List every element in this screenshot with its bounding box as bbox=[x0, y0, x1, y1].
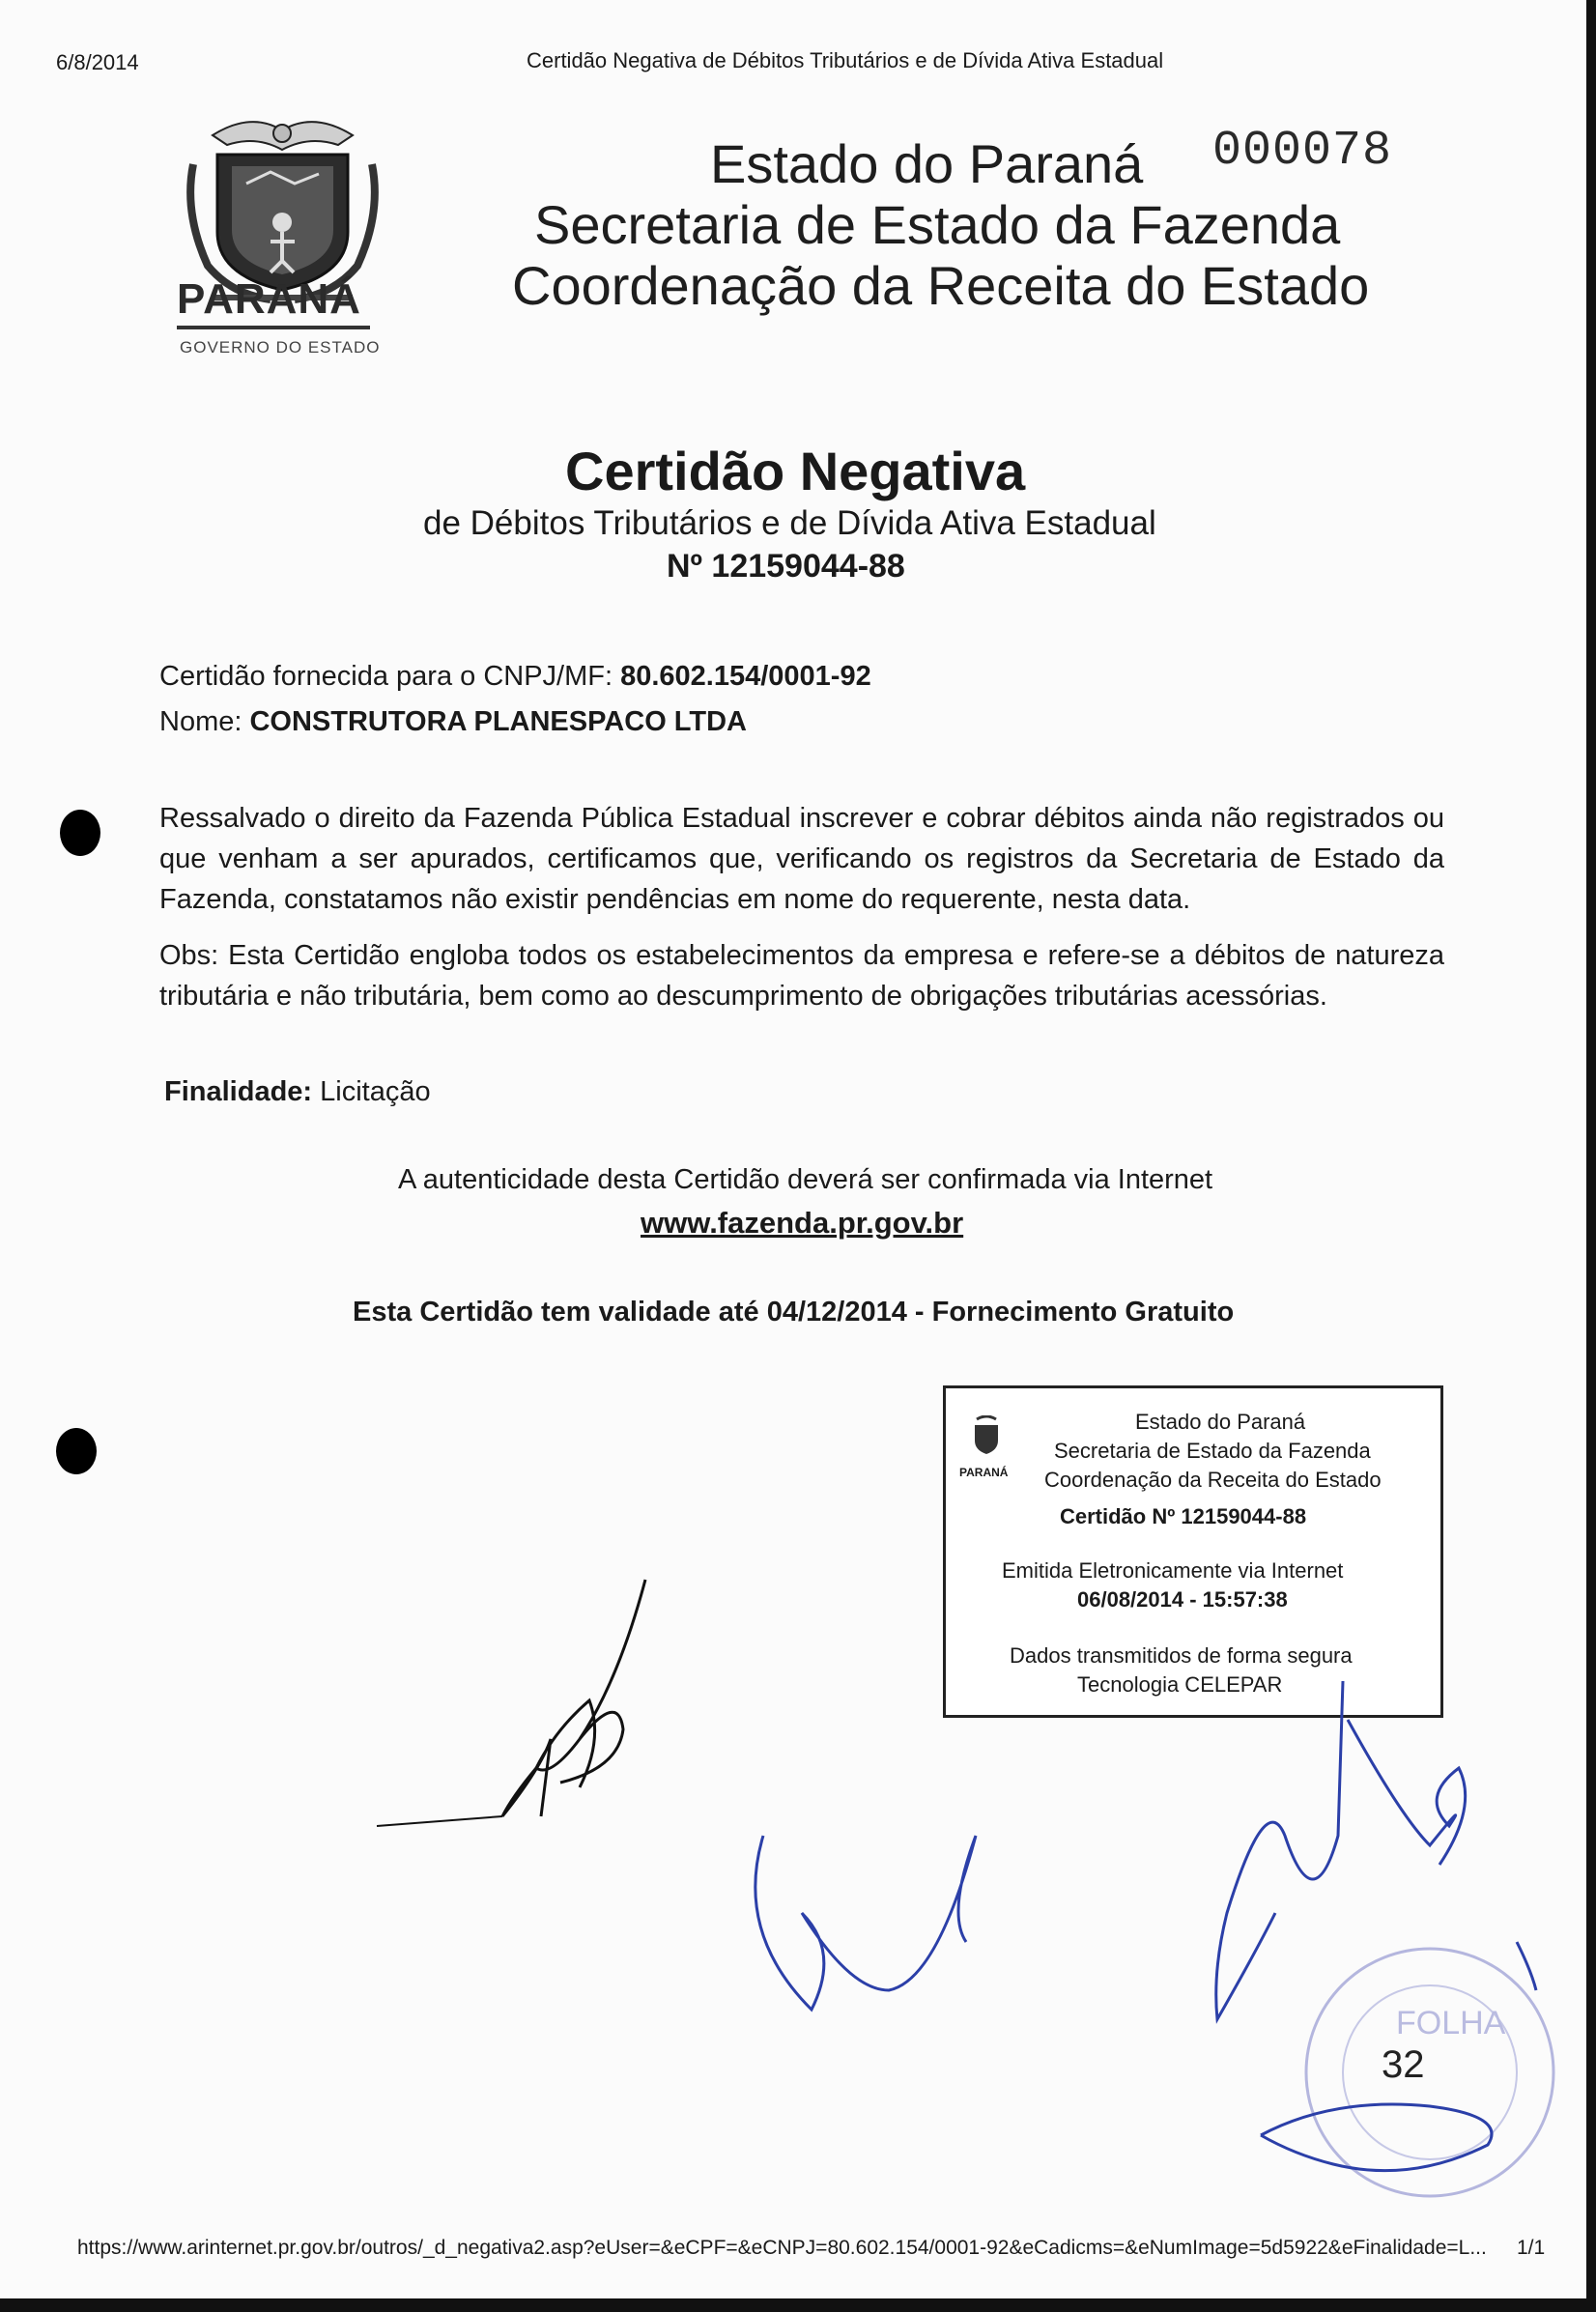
page-stamp-number: 32 bbox=[1382, 2043, 1425, 2086]
stamp-issued: Emitida Eletronicamente via Internet bbox=[1002, 1558, 1344, 1583]
signature-blue-3 bbox=[1261, 2104, 1492, 2171]
certificate-number: Nº 12159044-88 bbox=[667, 548, 905, 585]
scan-border-bottom bbox=[0, 2298, 1596, 2312]
heading-coordination: Coordenação da Receita do Estado bbox=[512, 255, 1370, 316]
crest-label: PARANÁ bbox=[177, 275, 361, 323]
signature-black bbox=[502, 1580, 645, 1816]
stamp-state: Estado do Paraná bbox=[1135, 1410, 1306, 1434]
heading-state: Estado do Paraná bbox=[710, 133, 1144, 194]
print-date: 6/8/2014 bbox=[56, 50, 139, 74]
declaration-paragraph: Ressalvado o direito da Fazenda Pública Estadual inscrever e cobrar débitos ainda não registrados ou que venham a ser apurados, certificamos que, verificando os registros da Secretaria de Estado da Fazenda, constatamos não existir pendências em nome do requerente, nesta data. bbox=[159, 803, 1444, 915]
page-stamp-text: FOLHA bbox=[1396, 2005, 1506, 2041]
cnpj-label: Certidão fornecida para o CNPJ/MF: bbox=[159, 661, 613, 692]
cnpj-value: 80.602.154/0001-92 bbox=[620, 661, 871, 692]
authenticity-text: A autenticidade desta Certidão deverá ser confirmada via Internet bbox=[398, 1164, 1213, 1195]
stamp-timestamp: 06/08/2014 - 15:57:38 bbox=[1077, 1587, 1288, 1612]
heading-secretariat: Secretaria de Estado da Fazenda bbox=[534, 194, 1341, 255]
observation-paragraph: Obs: Esta Certidão engloba todos os estabelecimentos da empresa e refere-se a débitos de natureza tributária e não tributária, bem como ao descumprimento de obrigações tributárias acessórias. bbox=[159, 940, 1444, 1012]
stamp-certificate-number: Certidão Nº 12159044-88 bbox=[1060, 1504, 1307, 1528]
crest-subtitle: GOVERNO DO ESTADO bbox=[180, 338, 381, 357]
purpose-value: Licitação bbox=[320, 1076, 431, 1107]
certificate-title: Certidão Negativa bbox=[565, 441, 1026, 501]
serial-number: 000078 bbox=[1212, 124, 1393, 179]
validity-text: Esta Certidão tem validade até 04/12/2014 - Fornecimento Gratuito bbox=[353, 1297, 1235, 1327]
scan-border-right bbox=[1586, 0, 1596, 2312]
stamp-secure: Dados transmitidos de forma segura bbox=[1010, 1643, 1353, 1668]
signature-black-tail bbox=[377, 1816, 502, 1826]
name-label: Nome: bbox=[159, 706, 242, 737]
stamp-technology: Tecnologia CELEPAR bbox=[1077, 1672, 1283, 1697]
signature-blue-2 bbox=[1216, 1681, 1466, 2019]
footer-url: https://www.arinternet.pr.gov.br/outros/_d_negativa2.asp?eUser=&eCPF=&eCNPJ=80.602.154/0001-92&eCadicms=&eNumImage=5d5922&eFinalidade=L... bbox=[77, 2237, 1487, 2259]
certificate-subtitle: de Débitos Tributários e de Dívida Ativa Estadual bbox=[423, 504, 1156, 542]
verification-link[interactable]: www.fazenda.pr.gov.br bbox=[641, 1206, 964, 1240]
print-title: Certidão Negativa de Débitos Tributários e de Dívida Ativa Estadual bbox=[527, 48, 1164, 72]
name-value: CONSTRUTORA PLANESPACO LTDA bbox=[249, 706, 747, 737]
footer-page-number: 1/1 bbox=[1517, 2237, 1546, 2259]
stamp-secretariat: Secretaria de Estado da Fazenda bbox=[1054, 1439, 1371, 1463]
signature-blue-1 bbox=[755, 1836, 976, 2010]
signature-blue-initial bbox=[1517, 1942, 1536, 1990]
stamp-coordination: Coordenação da Receita do Estado bbox=[1044, 1468, 1382, 1492]
purpose-label: Finalidade: bbox=[164, 1076, 313, 1107]
small-crest-label: PARANÁ bbox=[959, 1466, 1009, 1479]
